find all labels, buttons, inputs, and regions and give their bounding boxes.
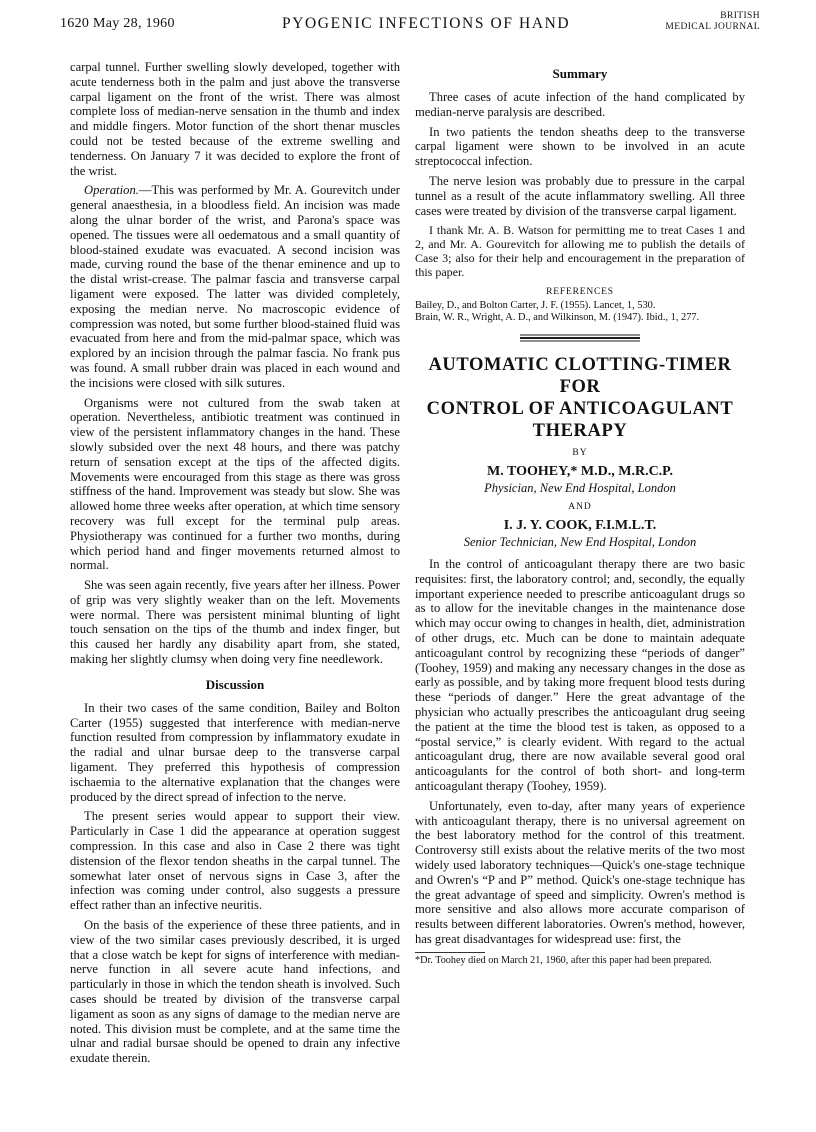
reference-1: Bailey, D., and Bolton Carter, J. F. (1955). Lancet, 1, 530. <box>415 300 656 312</box>
operation-paragraph <box>70 183 400 390</box>
reference-2: Brain, W. R., Wright, A. D., and Wilkinson, M. (1947). Ibid., 1, 277. <box>415 312 700 324</box>
summary-paragraph-2: In two patients the tendon sheaths deep to the transverse carpal ligament were shown to be involved in an acute streptococcal infection. <box>415 124 745 169</box>
operation-text: —This was performed by Mr. A. Gourevitch under general anaesthesia, in a bloodless field. An incision was made along the ulnar border of the wrist, and Parona's space was opened. The tissues were all oedematous and a small quantity of blood-stained exudate was evacuated. A second incision was made, curving round the base of the thenar eminence and up to the distal wrist-crease. The palmar fascia and transverse carpal ligament were exposed. The latter was divided completely, exposing the median nerve. No macroscopic evidence of compression was noted, but some further blood-stained fluid was evacuated from here and from the mid-palmar space, which was explored by an incision through the palmar fascia. No frank pus was found. A small rubber drain was placed in each wound and the incisions were closed with silk sutures. <box>70 183 400 390</box>
page-number-date: 1620 May 28, 1960 <box>60 16 175 31</box>
left-column <box>70 60 400 1071</box>
references-heading: REFERENCES <box>546 287 614 298</box>
article-title-line-3: THERAPY <box>532 421 628 442</box>
discussion-heading: Discussion <box>205 676 265 692</box>
section-divider-ornament <box>520 332 640 342</box>
byline-and: AND <box>568 502 592 513</box>
article-title-line-2: CONTROL OF ANTICOAGULANT <box>426 399 734 420</box>
page-header <box>60 8 760 48</box>
case-paragraph-4: She was seen again recently, five years after her illness. Power of grip was very slightly weaker than on the left. Movements were normal. There was persistent minimal blunting of light touch sensation on the tips of the thumb and index finger, but this caused her hardly any disability apart from, she stated, making her slightly clumsy when doing very fine needlework. <box>70 578 400 667</box>
summary-heading: Summary <box>552 66 608 81</box>
article-paragraph-1: In the control of anticoagulant therapy there are two basic requisites: first, the laboratory control; and, secondly, the equally important experience needed to prescribe anticoagulant drugs so as to allow for the inevitable changes in the maintenance dose which may occur owing to changes in health, diet, administration of other drugs, etc. Much can be done to maintain adequate anticoagulant control by recognizing these “periods of danger” (Toohey, 1959) and making any necessary changes in the dose as early as possible, and by taking more frequent blood tests during these “periods of danger.” Here the great advantage of the physician who actually prescribes the anticoagulant drug seeing the patient at the time the blood test is taken, as opposed to a “postal service,” is clearly evident. With regard to the actual anticoagulant drug, there are now available several good oral anticoagulants for the control of both short- and long-term anticoagulant therapy (Toohey, 1959). <box>415 557 745 793</box>
author-2: I. J. Y. COOK, F.I.M.L.T. <box>503 518 657 534</box>
acknowledgement: I thank Mr. A. B. Watson for permitting me to treat Cases 1 and 2, and Mr. A. Gourevitch for allowing me to publish the details of Case 3; also for their help and encouragement in the preparation of this paper. <box>415 223 745 280</box>
author-1-affiliation: Physician, New End Hospital, London <box>484 481 676 496</box>
journal-name-line2: MEDICAL JOURNAL <box>665 22 760 32</box>
case-paragraph-1: carpal tunnel. Further swelling slowly developed, together with acute tenderness both in the palm and just above the transverse carpal ligament on the front of the wrist. There was almost complete loss of median-nerve sensation in the thumb and index and middle fingers. Motor function of the short thenar muscles could not be tested because of the extreme swelling and tenderness. On January 7 it was decided to explore the front of the wrist. <box>70 60 400 178</box>
footnote-rule <box>415 952 485 953</box>
footnote: *Dr. Toohey died on March 21, 1960, after this paper had been prepared. <box>415 954 712 966</box>
article-title-line-1: AUTOMATIC CLOTTING-TIMER FOR <box>428 355 732 398</box>
article-paragraph-2: Unfortunately, even to-day, after many years of experience with anticoagulant therapy, there is no universal agreement on the best laboratory method for the control of this treatment. Controversy still exists about the relative merits of the two most widely used laboratory techniques—Quick's one-stage technique and Owren's “P and P” method. Quick's one-stage technique has the great advantage of speed and simplicity. Owren's method is more sensitive and also allows more accurate comparison of results between different laboratories. Owren's method, however, has great disadvantages for widespread use: first, the <box>415 798 745 946</box>
byline-by: BY <box>572 448 588 459</box>
discussion-paragraph-2: The present series would appear to support their view. Particularly in Case 1 did the appearance at operation suggest compression. In this case and also in Case 2 there was tight distension of the flexor tendon sheaths in the carpal tunnel. The somewhat later onset of nervous signs in Case 3, after the infection was coming under control, also suggests a pressure effect rather than an infective neuritis. <box>70 809 400 913</box>
summary-paragraph-1: Three cases of acute infection of the hand complicated by median-nerve paralysis are described. <box>415 90 745 119</box>
article-title <box>415 354 745 442</box>
discussion-paragraph-1: In their two cases of the same condition, Bailey and Bolton Carter (1955) suggested that interference with median-nerve function resulted from compression by inflammatory exudate in the radial and ulnar bursae deep to the transverse carpal ligament. They preferred this hypothesis of compression ischaemia to the alternative explanation that the changes were produced by the direct spread of infection to the nerve. <box>70 700 400 804</box>
right-column <box>415 60 745 556</box>
summary-paragraph-3: The nerve lesion was probably due to pressure in the carpal tunnel as a result of the acute inflammatory swelling. All three cases were treated by division of the transverse carpal ligament. <box>415 173 745 218</box>
author-2-affiliation: Senior Technician, New End Hospital, London <box>463 535 697 550</box>
journal-name <box>665 11 760 33</box>
case-paragraph-3: Organisms were not cultured from the swab taken at operation. Nevertheless, antibiotic treatment was continued in view of the persistent inflammatory changes in the hand. These slowly subsided over the next 48 hours, and there was patchy return of sensation except at the tips of the affected digits. Movements were encouraged from this stage as there was gross stiffness of the hand. Improvement was steady but slow. She was allowed home three weeks after operation, at which time sensory recovery was full except for the terminal pulp areas. Physiotherapy was continued for a further two months, during which period hand and finger movements returned almost to normal. <box>70 395 400 573</box>
discussion-paragraph-3: On the basis of the experience of these three patients, and in view of the two similar cases previously described, it is urged that a close watch be kept for signs of interference with median-nerve function in all severe acute hand infections, and particularly in those in which the tendon sheath is involved. Such cases should be treated by division of the transverse carpal ligament as soon as any signs of damage to the median nerve are noted. This division must be complete, and at the same time the ulnar and radial bursae should be opened to drain any infective exudate therein. <box>70 918 400 1066</box>
operation-label: Operation. <box>84 183 139 198</box>
author-1: M. TOOHEY,* M.D., M.R.C.P. <box>487 464 673 480</box>
journal-name-line1: BRITISH <box>720 11 760 21</box>
running-title: PYOGENIC INFECTIONS OF HAND <box>282 15 571 32</box>
article-body <box>415 557 745 967</box>
